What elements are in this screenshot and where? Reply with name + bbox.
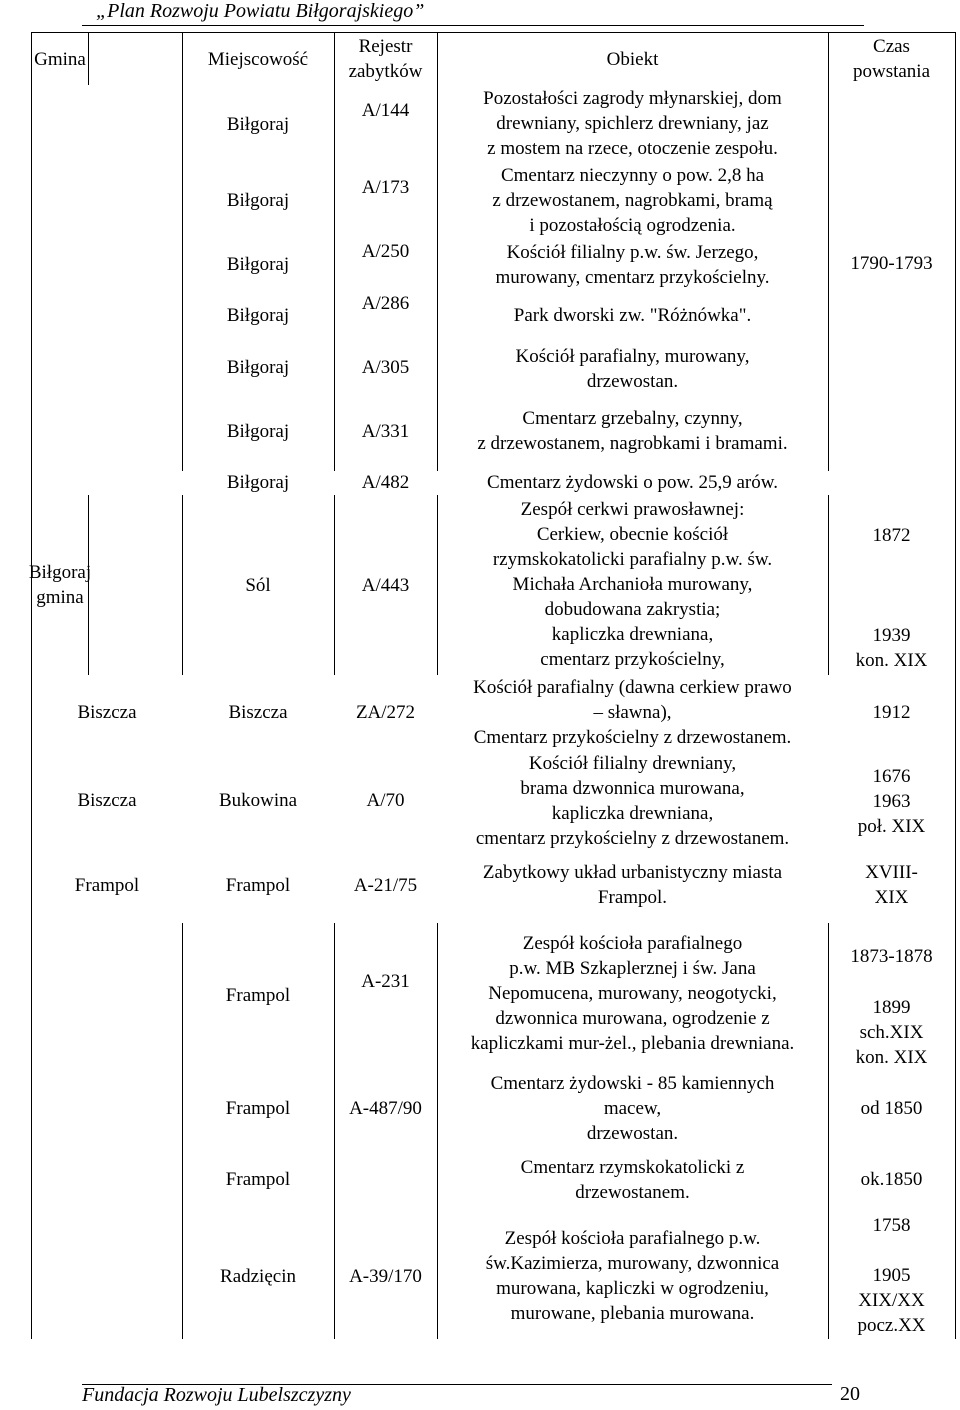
column-divider (88, 32, 89, 85)
date-cell: ok.1850 (860, 1168, 923, 1190)
object-cell: Cmentarz żydowski - 85 kamiennych macew, drzewostan. (490, 1073, 775, 1144)
register-cell: A-231 (361, 971, 410, 992)
object-cell: Zespół cerkwi prawosławnej: Cerkiew, obecnie kościół rzymskokatolicki parafialny p.w. św. Michała Archanioła murowany, dobudowana zakrystia; kapliczka drewniana, cmentarz przykościelny, (492, 499, 773, 670)
date-cell: 1676 1963 poł. XIX (857, 766, 926, 837)
locality-cell: Frampol (225, 1098, 291, 1119)
object-cell: Zabytkowy układ urbanistyczny miasta Frampol. (482, 862, 783, 908)
register-cell: A/443 (361, 574, 410, 596)
locality-cell: Frampol (225, 874, 291, 896)
column-header-obiekt: Obiekt (606, 48, 659, 70)
locality-cell: Frampol (225, 1168, 291, 1190)
object-cell: Kościół parafialny (dawna cerkiew prawo – sławna), Cmentarz przykościelny z drzewostanem. (473, 677, 792, 748)
locality-cell: Frampol (225, 985, 291, 1006)
object-cell: Cmentarz żydowski o pow. 25,9 arów. (487, 472, 778, 493)
object-cell: Cmentarz rzymskokatolicki z drzewostanem. (520, 1157, 745, 1203)
register-cell: A-487/90 (349, 1098, 422, 1119)
locality-cell: Biłgoraj (226, 420, 290, 442)
register-cell: A/305 (361, 357, 410, 378)
object-cell: Cmentarz nieczynny o pow. 2,8 ha z drzewostanem, nagrobkami, bramą i pozostałością ogrodzenia. (492, 165, 773, 236)
locality-cell: Sól (245, 574, 271, 596)
locality-cell: Biłgoraj (226, 304, 290, 326)
date-cell: 1939 kon. XIX (855, 625, 928, 671)
register-cell: A/173 (361, 177, 410, 198)
column-header-miejscowosc: Miejscowość (207, 48, 309, 70)
locality-cell: Biszcza (228, 702, 288, 723)
object-cell: Cmentarz grzebalny, czynny, z drzewostanem, nagrobkami i bramami. (477, 408, 788, 454)
register-cell: A-21/75 (353, 874, 418, 896)
date-cell: 1873-1878 (850, 946, 933, 967)
object-cell: Pozostałości zagrody młynarskiej, dom drewniany, spichlerz drewniany, jaz z mostem na rzece, otoczenie zespołu. (483, 88, 782, 159)
page-number: 20 (840, 1383, 860, 1405)
locality-cell: Radzięcin (220, 1265, 296, 1287)
locality-cell: Biłgoraj (226, 190, 290, 211)
locality-cell: Bukowina (218, 789, 298, 811)
register-cell: A/250 (361, 241, 410, 262)
register-cell: A/70 (366, 789, 405, 811)
locality-cell: Biłgoraj (226, 472, 290, 493)
column-header-gmina: Gmina (34, 48, 86, 70)
gmina-cell: Biłgoraj gmina (28, 562, 92, 608)
object-cell: Kościół filialny drewniany, brama dzwonnica murowana, kapliczka drewniana, cmentarz przykościelny z drzewostanem. (475, 753, 790, 849)
object-cell: Kościół filialny p.w. św. Jerzego, murowany, cmentarz przykościelny. (495, 242, 770, 288)
register-cell: A/482 (361, 472, 410, 493)
date-cell: 1790-1793 (850, 253, 933, 274)
header-rule (82, 25, 864, 26)
date-cell: 1758 1905 XIX/XX pocz.XX (857, 1215, 926, 1336)
date-cell: XVIII- XIX (865, 862, 918, 908)
object-cell: Kościół parafialny, murowany, drzewostan. (515, 346, 750, 392)
object-cell: Zespół kościoła parafialnego p.w. św.Kazimierza, murowany, dzwonnica murowana, kapliczki w ogrodzeniu, murowane, plebania murowana. (485, 1228, 780, 1324)
register-cell: ZA/272 (355, 702, 416, 723)
register-cell: A/144 (361, 100, 410, 121)
gmina-cell: Frampol (74, 874, 140, 896)
locality-cell: Biłgoraj (226, 357, 290, 378)
date-cell: 1912 (872, 702, 911, 723)
column-header-rejestr: Rejestr zabytków (348, 36, 423, 82)
object-cell: Zespół kościoła parafialnego p.w. MB Szkaplerznej i św. Jana Nepomucena, murowany, neogotycki, dzwonnica murowana, ogrodzenie z kapliczkami mur-żel., plebania drewniana. (470, 933, 795, 1054)
table-border-right (955, 32, 956, 1339)
locality-cell: Biłgoraj (226, 113, 290, 135)
date-cell: od 1850 (860, 1098, 923, 1119)
register-cell: A-39/170 (349, 1265, 422, 1287)
locality-cell: Biłgoraj (226, 253, 290, 275)
object-cell: Park dworski zw. "Różnówka". (513, 305, 752, 326)
date-cell: 1872 (872, 525, 911, 546)
column-header-czas: Czas powstania (852, 36, 931, 82)
document-header: „Plan Rozwoju Powiatu Biłgorajskiego” (96, 0, 425, 22)
register-cell: A/331 (361, 420, 410, 442)
gmina-cell: Biszcza (77, 789, 137, 811)
register-cell: A/286 (361, 293, 410, 314)
gmina-cell: Biszcza (77, 702, 137, 723)
date-cell: 1899 sch.XIX kon. XIX (855, 997, 928, 1068)
document-footer: Fundacja Rozwoju Lubelszczyzny (82, 1384, 351, 1406)
